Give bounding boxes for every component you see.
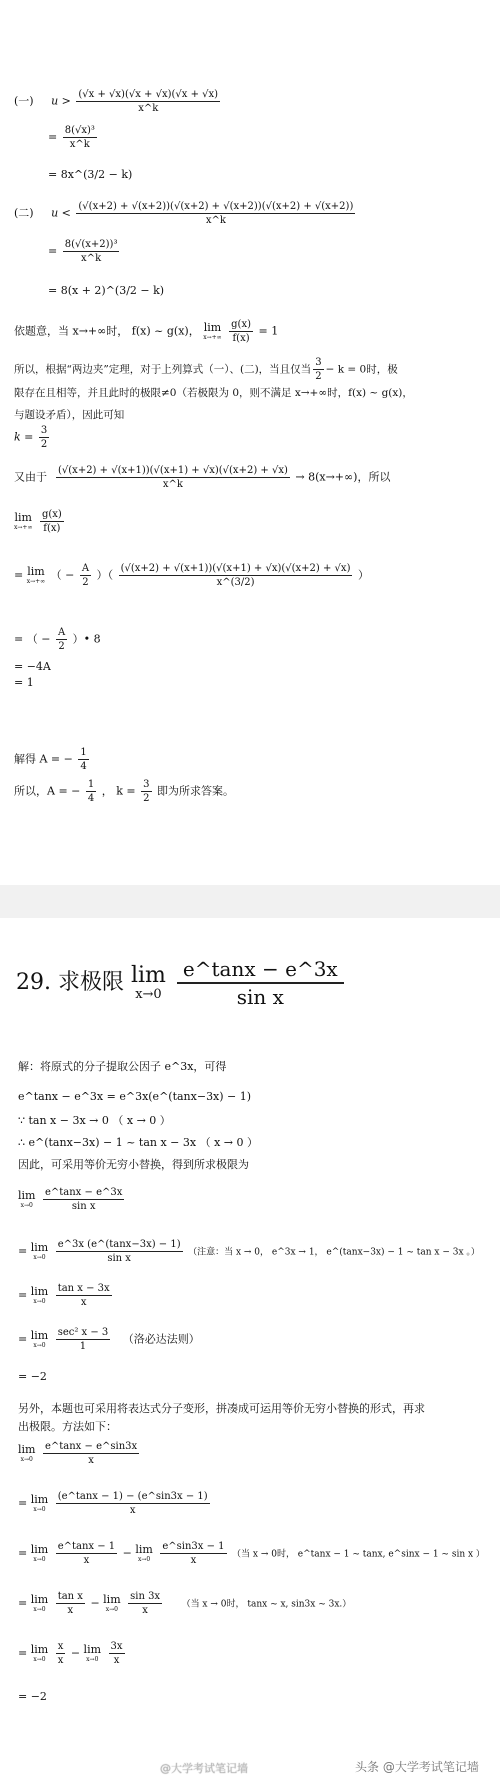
jiede-den: 4 [80, 761, 87, 772]
paragraph-suoyi-3: 与题设矛盾），因此可知 [14, 409, 125, 421]
solution-intro: 解：将原式的分子提取公因子 e^3x，可得 [18, 1060, 227, 1073]
step-2-b: ）• 8 [72, 632, 101, 646]
m5-num-2: 3x [110, 1641, 123, 1652]
m4-den-2: x [142, 1605, 148, 1616]
method-5 [18, 1640, 127, 1667]
title-prefix: 29. 求极限 [16, 970, 124, 995]
case-2-eq2-den: x^k [81, 253, 102, 264]
case-1-eq3: = 8x^(3/2 − k) [48, 168, 133, 181]
lim-d-note: （洛必达法则） [122, 1332, 200, 1346]
case-2-numerator: (√(x+2) + √(x+2))(√(x+2) + √(x+2))(√(x+2) + √(x+2)) [78, 201, 354, 212]
lim-d [18, 1326, 200, 1353]
k-num: 3 [40, 425, 48, 436]
m3-den-1: x [83, 1555, 90, 1566]
lim-c-lim: lim [30, 1285, 49, 1298]
step-1-den: x^(3/2) [216, 577, 255, 588]
f-den: f(x) [43, 523, 61, 534]
m1-den: x [88, 1455, 94, 1466]
paragraph-yitiyi [14, 318, 278, 345]
m3-num-2: e^sin3x − 1 [162, 1541, 225, 1552]
result-2: = −2 [18, 1690, 47, 1703]
page-separator [0, 885, 500, 918]
lim-c-eq: = [18, 1288, 28, 1302]
lim-b-note: （注意：当 x → 0， e^3x → 1， e^(tanx−3x) − 1 ~ tan x − 3x 。） [188, 1247, 480, 1258]
lim-c-den: x [80, 1297, 87, 1308]
case-2-fraction [76, 200, 355, 227]
result-1: = −2 [18, 1370, 47, 1383]
step-2-num: A [57, 627, 66, 638]
case-2-eq3: = 8(x + 2)^(3/2 − k) [48, 284, 165, 297]
yinci-line: 因此，可采用等价无穷小替换，得到所求极限为 [18, 1158, 249, 1171]
case-1-label: (一) [14, 94, 34, 108]
step-1-b: ）（ [96, 568, 114, 582]
g-num: g(x) [41, 509, 62, 520]
title-lim: lim [130, 963, 166, 988]
lim-d-sub: x→0 [33, 1342, 46, 1349]
lim-c-sub: x→0 [33, 1298, 46, 1305]
step-1-a: （ − [50, 568, 75, 582]
suoyi-frac-num: 3 [315, 357, 322, 368]
m3-eq: = [18, 1546, 28, 1560]
lim-a-sub: x→0 [20, 1202, 33, 1209]
m3-sub-1: x→0 [33, 1556, 46, 1563]
m2-sub: x→0 [33, 1506, 46, 1513]
k-value [14, 424, 51, 451]
youyu-text: 又由于 [14, 470, 47, 484]
method-4 [18, 1590, 351, 1617]
m3-note: （当 x → 0时， e^tanx − 1 ~ tanx, e^sinx − 1 ~ sin x ） [232, 1549, 485, 1560]
title-numerator: e^tanx − e^3x [177, 956, 344, 984]
lim-b-eq: = [18, 1244, 28, 1258]
step-2 [14, 626, 101, 653]
m4-minus: − [90, 1596, 100, 1610]
lim-a [18, 1186, 126, 1213]
watermark-text: 头条 @大学考试笔记墙 [355, 1760, 479, 1774]
step-1-num: (√(x+2) + √(x+1))(√(x+1) + √x)(√(x+2) + √x) [120, 563, 351, 574]
m5-eq: = [18, 1646, 28, 1660]
case-1-fraction [76, 88, 220, 115]
lim-b-lim: lim [30, 1241, 49, 1254]
m4-den-1: x [67, 1605, 74, 1616]
lim-a-num: e^tanx − e^3x [44, 1187, 123, 1198]
m4-sub-2: x→0 [105, 1606, 118, 1613]
case-1-eq2-den: x^k [69, 139, 90, 150]
lim-sub: x→+∞ [14, 524, 33, 531]
final-den: 4 [87, 793, 95, 804]
k-eq: k = [14, 430, 34, 444]
m1-lim: lim [18, 1443, 36, 1456]
m2-num: (e^tanx − 1) − (e^sin3x − 1) [57, 1491, 208, 1502]
case-1-numerator: (√x + √x)(√x + √x)(√x + √x) [78, 89, 219, 100]
watermark-seal: @大学考试笔记墙 [160, 1762, 248, 1775]
method-3 [18, 1540, 485, 1567]
m2-den: x [129, 1505, 136, 1516]
youyu-end: → 8(x→+∞)，所以 [295, 470, 391, 484]
step-2-a: = （ − [14, 632, 51, 646]
lim-a-den: sin x [71, 1201, 96, 1212]
final-k-den: 2 [143, 793, 150, 804]
m1-num: e^tanx − e^sin3x [44, 1441, 138, 1452]
m5-lim-1: lim [30, 1643, 49, 1656]
m1-sub: x→0 [20, 1456, 33, 1463]
step-1-sub: x→+∞ [26, 578, 46, 585]
m4-lim-2: lim [103, 1593, 121, 1606]
m3-sub-2: x→0 [137, 1556, 151, 1563]
lim-label: lim [14, 511, 32, 524]
eq-factor: e^tanx − e^3x = e^3x(e^(tanx−3x) − 1) [18, 1090, 252, 1103]
suoyi-text-1b: − k = 0时，极 [325, 363, 398, 376]
yitiyi-num: g(x) [231, 319, 251, 330]
m4-lim-1: lim [30, 1593, 49, 1606]
case-1-lhs: u > [51, 94, 71, 108]
suoyi-frac-den: 2 [315, 371, 322, 382]
m3-minus: − [122, 1546, 132, 1560]
m5-den-1: x [57, 1655, 64, 1666]
case-2-line [14, 200, 357, 227]
suoyi-text-1: 所以，根据“两边夹”定理，对于上列算式（一）、(二)，当且仅当 [14, 363, 312, 376]
lim-d-lim: lim [30, 1329, 49, 1342]
step-4: = 1 [14, 676, 34, 689]
final-c: 即为所求答案。 [157, 784, 235, 798]
case-1-eq2-num: 8(√x)³ [64, 125, 95, 136]
step-3: = −4A [14, 660, 51, 673]
method-2 [18, 1490, 212, 1517]
case-1-denominator: x^k [138, 103, 159, 114]
yitiyi-den: f(x) [232, 333, 250, 344]
yitiyi-text: 依题意，当 x→+∞时， f(x) ~ g(x)， [14, 324, 200, 338]
problem-29-title [16, 956, 346, 1010]
m5-den-2: x [113, 1655, 120, 1666]
step-1-c: ） [357, 568, 369, 582]
step-1 [14, 562, 369, 589]
title-denominator: sin x [236, 985, 284, 1009]
m5-minus: − [70, 1646, 81, 1660]
m5-sub-1: x→0 [33, 1656, 46, 1663]
case-2-denominator: x^k [205, 215, 226, 226]
m2-eq: = [18, 1496, 28, 1510]
lim-a-lim: lim [18, 1189, 36, 1202]
m5-num-1: x [57, 1641, 64, 1652]
youyu-den: x^k [162, 479, 183, 490]
m3-lim-2: lim [135, 1543, 153, 1556]
lingwai-line-1: 另外，本题也可采用将表达式分子变形，拼凑成可运用等价无穷小替换的形式，再求 [18, 1402, 425, 1415]
m3-den-2: x [190, 1555, 197, 1566]
paragraph-youyu [14, 464, 390, 491]
m3-num-1: e^tanx − 1 [57, 1541, 116, 1552]
lim-g-over-f [14, 508, 66, 535]
m4-num-2: sin 3x [130, 1591, 161, 1602]
lim-c [18, 1282, 114, 1309]
step-1-a-num: A [81, 563, 90, 574]
final-num: 1 [87, 779, 95, 790]
lim-b-num: e^3x (e^(tanx−3x) − 1) [57, 1239, 181, 1250]
lim-c-num: tan x − 3x [57, 1283, 110, 1294]
m5-sub-2: x→0 [86, 1656, 99, 1663]
case-2-eq2-num: 8(√(x+2))³ [64, 239, 118, 250]
case-2-label: (二) [14, 206, 34, 220]
m4-note: （当 x → 0时， tanx ~ x, sin3x ~ 3x.） [181, 1599, 352, 1610]
step-1-lim: lim [27, 565, 45, 578]
step-1-a-den: 2 [82, 577, 89, 588]
lim-b-den: sin x [107, 1253, 131, 1264]
yitiyi-lim: lim [203, 321, 222, 334]
lim-d-num: sec² x − 3 [57, 1327, 109, 1338]
youyu-num: (√(x+2) + √(x+1))(√(x+1) + √x)(√(x+2) + √x) [58, 465, 288, 476]
lingwai-line-2: 出极限。方法如下： [18, 1420, 117, 1433]
title-lim-sub: x→0 [135, 987, 162, 1002]
final-a: 所以，A = − [14, 784, 81, 798]
lim-d-eq: = [18, 1332, 28, 1346]
final-answer-line [14, 778, 234, 805]
jiede-line [14, 746, 91, 773]
paragraph-suoyi-2: 限存在且相等，并且此时的极限≠0（若极限为 0，则不满足 x→+∞时，f(x) ~ g(x)， [14, 387, 413, 399]
because-line: ∵ tan x − 3x → 0 （ x → 0 ） [18, 1114, 171, 1127]
case-1-eq2: = $\frac{\text{8(√x)³}}{x\^{}k}$ [48, 125, 95, 150]
final-b: ， k = [101, 784, 136, 798]
method-1 [18, 1440, 141, 1467]
lim-b-sub: x→0 [33, 1254, 46, 1261]
yitiyi-lim-sub: x→+∞ [203, 334, 222, 341]
therefore-line: ∴ e^(tanx−3x) − 1 ~ tan x − 3x （ x → 0 ） [18, 1136, 258, 1149]
m5-lim-2: lim [83, 1643, 102, 1656]
step-2-den: 2 [58, 641, 65, 652]
yitiyi-end: = 1 [258, 324, 279, 338]
case-2-lhs: u < [51, 206, 71, 220]
paragraph-suoyi-1 [14, 356, 398, 383]
m4-sub-1: x→0 [33, 1606, 46, 1613]
m4-num-1: tan x [57, 1591, 83, 1602]
lim-d-den: 1 [79, 1341, 87, 1352]
jiede-num: 1 [80, 747, 87, 758]
case-2-eq2: = $\frac{\text{8(√(x+2))³}}{x\^{}k}$ [48, 239, 118, 264]
jiede-text: 解得 A = − [14, 752, 73, 766]
m2-lim: lim [30, 1493, 49, 1506]
lim-b [18, 1238, 480, 1265]
step-1-eq: = [14, 568, 24, 582]
m4-eq: = [18, 1596, 28, 1610]
case-1-line [14, 88, 222, 115]
final-k-num: 3 [143, 779, 150, 790]
m3-lim-1: lim [30, 1543, 49, 1556]
k-den: 2 [40, 439, 48, 450]
